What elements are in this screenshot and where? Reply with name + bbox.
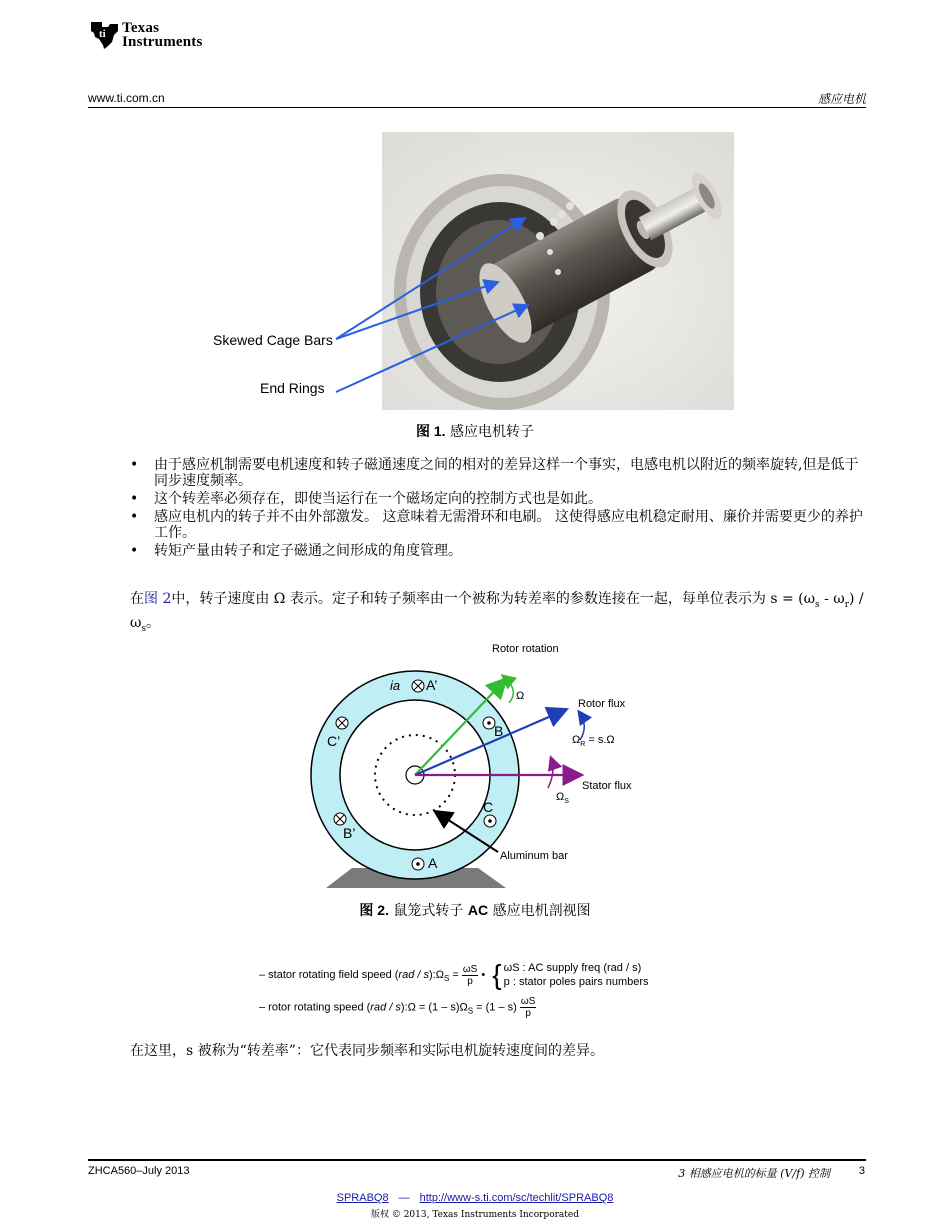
bullet-item: • 转矩产量由转子和定子磁通之间形成的角度管理。 [130,543,462,559]
section-title: 感应电机 [817,92,866,106]
footer-copyright: 版权 © 2013, Texas Instruments Incorporated [370,1210,579,1220]
formula-text: – rotor rotating speed ( [259,1001,371,1014]
para-sub: s [141,623,147,634]
formula-text: = [449,968,462,981]
formula-text: ):Ω [429,968,444,981]
bullet-item: • 这个转差率必须存在，即使当运行在一个磁场定向的控制方式也是如此。 [130,491,602,507]
footer-doc-link[interactable]: SPRABQ8 [336,1192,389,1204]
label-omega-s: $\Omega_S$ [556,791,569,805]
omega-s-curve-arrow [548,758,553,788]
bullet-item: • 感应电机内的转子并不由外部激发。 这意味着无需滑环和电刷。 这使得感应电机稳定耐用、廉价并需要更少的养护工作。 [130,509,863,541]
formula-fraction: $\frac{\omega S}{p}$ [520,996,536,1019]
logo-line2: Instruments [122,34,203,50]
label-rotor-flux: Rotor flux [578,698,626,710]
formula-fraction: $\frac{\omega S}{p}$ [462,963,478,987]
formula-sub: S [467,1006,474,1016]
label-b: B [494,723,504,739]
label-ia: ia [390,678,401,693]
para-text: 在 [130,591,144,607]
bullet-text: 感应电机内的转子并不由外部激发。 这意味着无需滑环和电刷。 这使得感应电机稳定耐用、廉价并需要更少的养护工作。 [154,509,863,541]
figure2-caption-prefix: 图 2. [359,902,389,918]
para-text: ) / ω [130,591,864,631]
label-c-prime: C’ [327,733,341,749]
footer-link-sep: — [398,1192,410,1204]
figure2-caption-mid: 鼠笼式转子 [393,903,464,919]
figure2-caption-ac: AC [467,902,489,918]
figure1-caption-prefix: 图 1. [415,423,446,439]
formula-unit: rad / s [370,1001,401,1014]
formula-text: = (1 – s) [473,1001,520,1014]
footer-url-link[interactable]: http://www-s.ti.com/sc/techlit/SPRABQ8 [419,1192,614,1204]
bullet-item: • 由于感应机制需要电机速度和转子磁通速度之间的相对的差异这样一个事实，电感电机以附近的频率旋转,但是低于同步速度频率。 [130,457,859,489]
logo-line1: Texas [122,20,160,36]
label-c: C [483,799,494,815]
label-omega: Ω [516,690,525,702]
formula-sub: S [443,974,450,984]
formula-definitions: ωS : AC supply freq (rad / s) p : stator poles pairs numbers [503,962,649,988]
slip-definition: 在这里，s 被称为“转差率”：它代表同步频率和实际电机旋转速度间的差异。 [130,1043,604,1059]
formula-text: • [478,968,489,981]
formula-stator-speed [259,961,649,989]
para-sub: r [844,599,849,610]
figure2-link[interactable]: 图 2 [144,591,172,607]
figure2-caption-end: 感应电机剖视图 [492,903,591,919]
formula-rotor-speed [259,996,536,1019]
footer-doc-id: ZHCA560–July 2013 [88,1165,190,1177]
footer-page-number: 3 [858,1165,865,1177]
footer-rule [88,1159,866,1161]
label-a: A [428,855,438,871]
bullet-text: 这个转差率必须存在，即使当运行在一个磁场定向的控制方式也是如此。 [154,491,602,507]
brace-icon: { [492,959,502,990]
label-end-rings: End Rings [260,380,325,396]
label-skewed-cage-bars: Skewed Cage Bars [213,332,333,348]
formula-unit: rad / s [398,968,429,981]
figure1-caption-text: 感应电机转子 [450,424,535,440]
bullet-text: 由于感应机制需要电机速度和转子磁通速度之间的相对的差异这样一个事实，电感电机以附近的频率旋转,但是低于同步速度频率。 [154,457,859,489]
label-rotor-rotation: Rotor rotation [492,643,559,655]
para-text: 中，转子速度由 Ω 表示。定子和转子频率由一个被称为转差率的参数连接在一起，每单位表示为 s = (ω [171,591,816,607]
footer-link [0,1192,950,1204]
label-b-prime: B’ [343,825,356,841]
label-omega-r: $\Omega_R = s.\Omega$ [572,734,615,748]
bullet-text: 转矩产量由转子和定子磁通之间形成的角度管理。 [154,543,462,559]
label-aluminum-bar: Aluminum bar [500,850,568,862]
svg-text:ti: ti [99,28,106,40]
para-sub: s [815,599,820,610]
label-a-prime: A’ [426,677,438,693]
footer-doc-title: 3 相感应电机的标量 (V/f) 控制 [678,1167,830,1180]
formula-text: – stator rotating field speed ( [259,968,399,981]
para-text: - ω [819,591,845,607]
para-text: 。 [146,614,161,631]
label-stator-flux: Stator flux [582,780,632,792]
site-url[interactable]: www.ti.com.cn [88,91,165,105]
formula-text: ):Ω = (1 – s)Ω [400,1001,468,1014]
figure2-caption [0,900,950,920]
